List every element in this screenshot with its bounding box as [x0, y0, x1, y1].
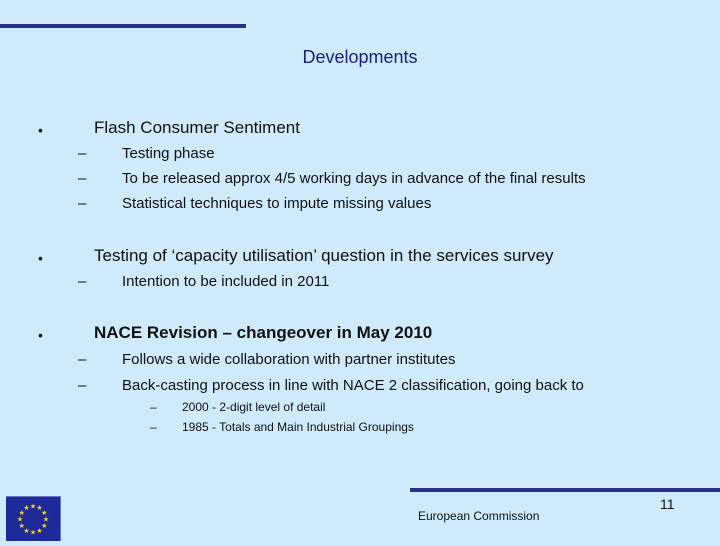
dash-icon: – [78, 351, 87, 368]
flag-star-icon: ★ [42, 515, 50, 524]
flag-star-icon: ★ [18, 509, 25, 517]
dash-icon: – [150, 400, 157, 414]
eu-flag-stars [6, 497, 60, 541]
flag-star-icon: ★ [29, 502, 37, 511]
section-heading-flash-consumer-sentiment: Flash Consumer Sentiment [94, 118, 300, 137]
slide-title: Developments [302, 47, 418, 67]
dash-icon: – [78, 377, 87, 394]
top-accent-rule [0, 24, 246, 28]
list-item: Follows a wide collaboration with partner institutes [122, 351, 456, 368]
list-item: Testing phase [122, 145, 215, 162]
flag-star-icon: ★ [41, 509, 48, 517]
bullet-icon: • [38, 327, 43, 343]
section-heading-capacity-utilisation: Testing of ‘capacity utilisation’ question in the services survey [94, 246, 554, 265]
flag-star-icon: ★ [36, 526, 43, 535]
bullet-icon: • [38, 122, 43, 138]
flag-star-icon: ★ [41, 522, 48, 530]
dash-icon: – [78, 195, 87, 212]
section-heading-nace-revision: NACE Revision – changeover in May 2010 [94, 323, 433, 342]
flag-star-icon: ★ [23, 526, 30, 535]
list-item: To be released approx 4/5 working days in advance of the final results [122, 170, 586, 187]
footer-organisation: European Commission [418, 509, 540, 523]
dash-icon: – [150, 420, 157, 434]
list-item: Intention to be included in 2011 [122, 273, 330, 290]
flag-star-icon: ★ [18, 522, 25, 530]
flag-star-icon: ★ [29, 528, 37, 537]
dash-icon: – [78, 145, 87, 162]
list-item: Statistical techniques to impute missing values [122, 195, 432, 212]
list-subitem: 2000 - 2-digit level of detail [182, 400, 326, 414]
eu-flag-icon [6, 496, 61, 541]
list-item: Back-casting process in line with NACE 2 classification, going back to [122, 377, 584, 394]
page-number: 11 [660, 496, 675, 512]
flag-star-icon: ★ [23, 504, 30, 513]
dash-icon: – [78, 273, 87, 290]
flag-star-icon: ★ [36, 504, 43, 513]
bottom-accent-rule [410, 488, 720, 492]
bullet-icon: • [38, 250, 43, 266]
dash-icon: – [78, 170, 87, 187]
list-subitem: 1985 - Totals and Main Industrial Groupings [182, 420, 414, 434]
flag-star-icon: ★ [16, 515, 24, 524]
